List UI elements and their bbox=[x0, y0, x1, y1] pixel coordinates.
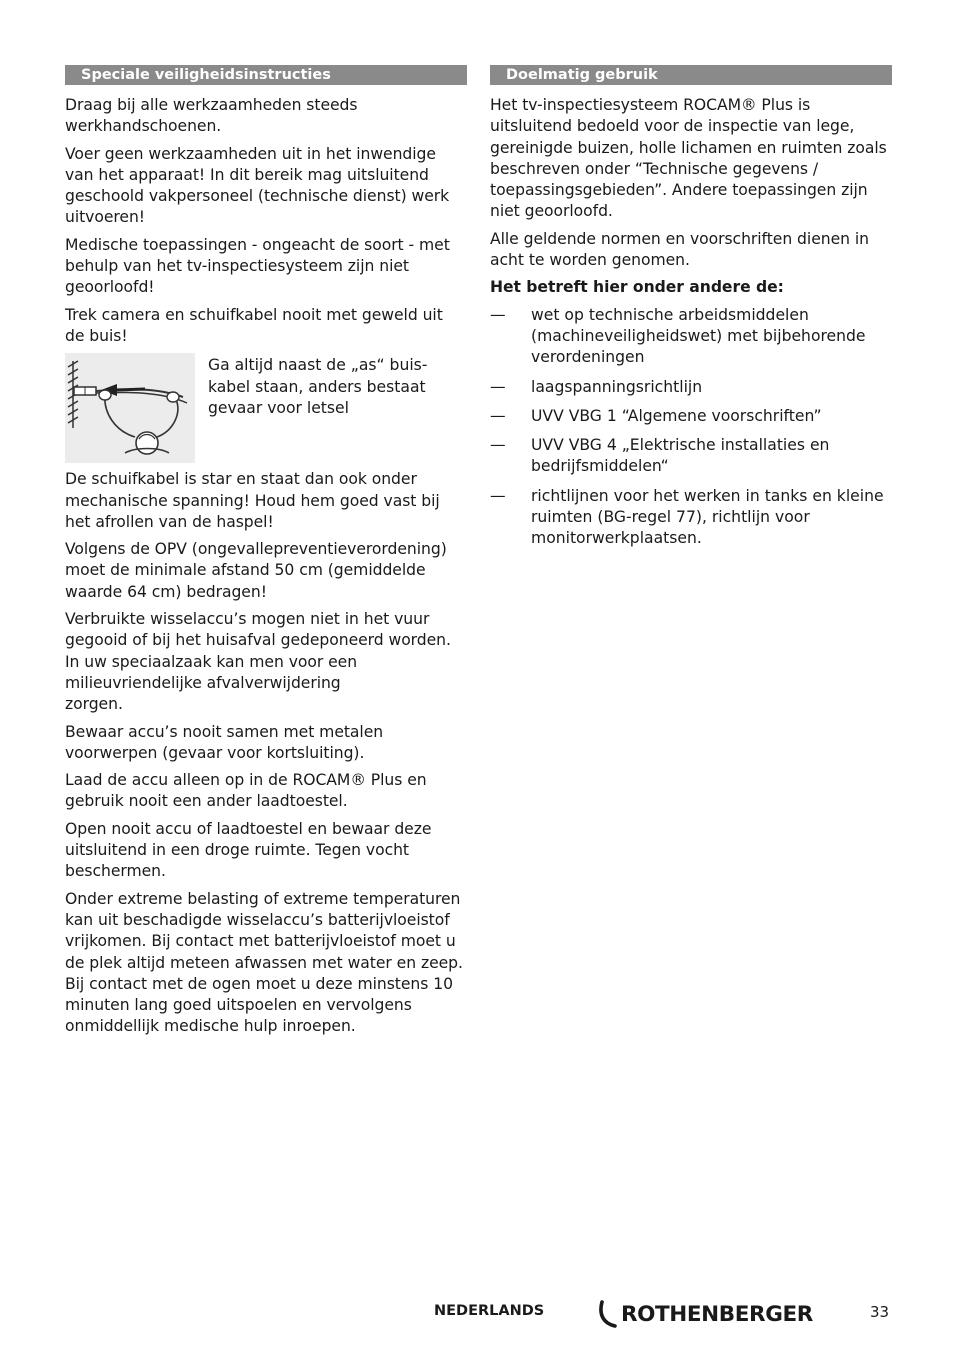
figure-caption: Ga altijd naast de „as“ buis- kabel staan, anders bestaat gevaar voor letsel bbox=[208, 356, 428, 417]
list-item-text: wet op technische arbeidsmiddelen (machineveiligheidswet) met bijbehorende verordeningen bbox=[531, 305, 866, 367]
page-footer bbox=[0, 1299, 954, 1329]
list-item bbox=[490, 377, 892, 398]
paragraph-cable-tension: De schuifkabel is star en staat dan ook onder mechanische spanning! Houd hem goed vast bij het afrollen van de haspel! bbox=[65, 470, 440, 531]
paragraph-intended-use: Het tv-inspectiesysteem ROCAM® Plus is uitsluitend bedoeld voor de inspectie van lege, gereinigde buizen, holle lichamen en ruimten zoals beschreven onder “Technische gegevens / toepassingsgebieden”. Andere toepassingen zijn niet geoorloofd. bbox=[490, 96, 887, 221]
paragraph-pull-cable: Trek camera en schuifkabel nooit met geweld uit de buis! bbox=[65, 305, 443, 345]
paragraph-medical: Medische toepassingen - ongeacht de soort - met behulp van het tv-inspectiesysteem zijn niet geoorloofd! bbox=[65, 235, 450, 297]
dash-bullet: — bbox=[490, 377, 506, 396]
brand-hook-icon bbox=[598, 1299, 620, 1329]
section-header-intended-use: Doelmatig gebruik bbox=[490, 65, 892, 85]
brand-logo bbox=[598, 1299, 813, 1329]
list-item-text: UVV VBG 4 „Elektrische installaties en bedrijfsmiddelen“ bbox=[531, 436, 830, 476]
left-column bbox=[65, 65, 467, 1044]
list-item bbox=[490, 486, 892, 550]
paragraph-battery-storage: Bewaar accu’s nooit samen met metalen voorwerpen (gevaar voor kortsluiting). bbox=[65, 722, 384, 762]
section-header-safety: Speciale veiligheidsinstructies bbox=[65, 65, 467, 85]
brand-name: ROTHENBERGER bbox=[621, 1301, 813, 1327]
paragraph-gloves: Draag bij alle werkzaamheden steeds werkhandschoenen. bbox=[65, 96, 358, 136]
paragraph-charging: Laad de accu alleen op in de ROCAM® Plus en gebruik nooit een ander laadtoestel. bbox=[65, 771, 427, 811]
list-item bbox=[490, 406, 892, 427]
list-item-text: richtlijnen voor het werken in tanks en kleine ruimten (BG-regel 77), richtlijn voor monitorwerkplaatsen. bbox=[531, 486, 884, 548]
person-pipe-illustration-icon bbox=[65, 353, 195, 463]
list-item-text: UVV VBG 1 “Algemene voorschriften” bbox=[531, 406, 822, 425]
right-column bbox=[490, 65, 892, 558]
list-item bbox=[490, 435, 892, 478]
dash-bullet: — bbox=[490, 305, 506, 324]
list-title: Het betreft hier onder andere de: bbox=[490, 278, 784, 297]
dash-bullet: — bbox=[490, 436, 506, 455]
paragraph-distance: Volgens de OPV (ongevallepreventieverordening) moet de minimale afstand 50 cm (gemiddelde waarde 64 cm) bedragen! bbox=[65, 540, 447, 601]
dash-bullet: — bbox=[490, 406, 506, 425]
safety-illustration bbox=[65, 353, 195, 463]
page-number: 33 bbox=[870, 1303, 890, 1321]
paragraph-battery-fluid: Onder extreme belasting of extreme temperaturen kan uit beschadigde wisselaccu’s batterijvloeistof vrijkomen. Bij contact met batterijvloeistof moet u de plek altijd meteen afwassen met water en zeep. Bij contact met de ogen moet u deze minstens 10 minuten lang goed uitspoelen en vervolgens onmiddellijk medische hulp inroepen. bbox=[65, 889, 463, 1036]
figure-row bbox=[65, 353, 467, 463]
paragraph-open-battery: Open nooit accu of laadtoestel en bewaar deze uitsluitend in een droge ruimte. Tegen vocht beschermen. bbox=[65, 819, 432, 881]
regulations-list bbox=[490, 305, 892, 550]
paragraph-battery-disposal: Verbruikte wisselaccu’s mogen niet in het vuur gegooid of bij het huisafval gedeponeerd worden. In uw speciaalzaak kan men voor een milieuvriendelijke afvalverwijdering zorgen. bbox=[65, 610, 451, 714]
list-item-text: laagspanningsrichtlijn bbox=[531, 377, 703, 396]
list-item bbox=[490, 305, 892, 369]
dash-bullet: — bbox=[490, 486, 506, 505]
footer-language: NEDERLANDS bbox=[434, 1303, 545, 1319]
paragraph-internal-work: Voer geen werkzaamheden uit in het inwendige van het apparaat! In dit bereik mag uitsluitend geschoold vakpersoneel (technische dienst) werk uitvoeren! bbox=[65, 144, 450, 227]
paragraph-standards: Alle geldende normen en voorschriften dienen in acht te worden genomen. bbox=[490, 229, 869, 270]
